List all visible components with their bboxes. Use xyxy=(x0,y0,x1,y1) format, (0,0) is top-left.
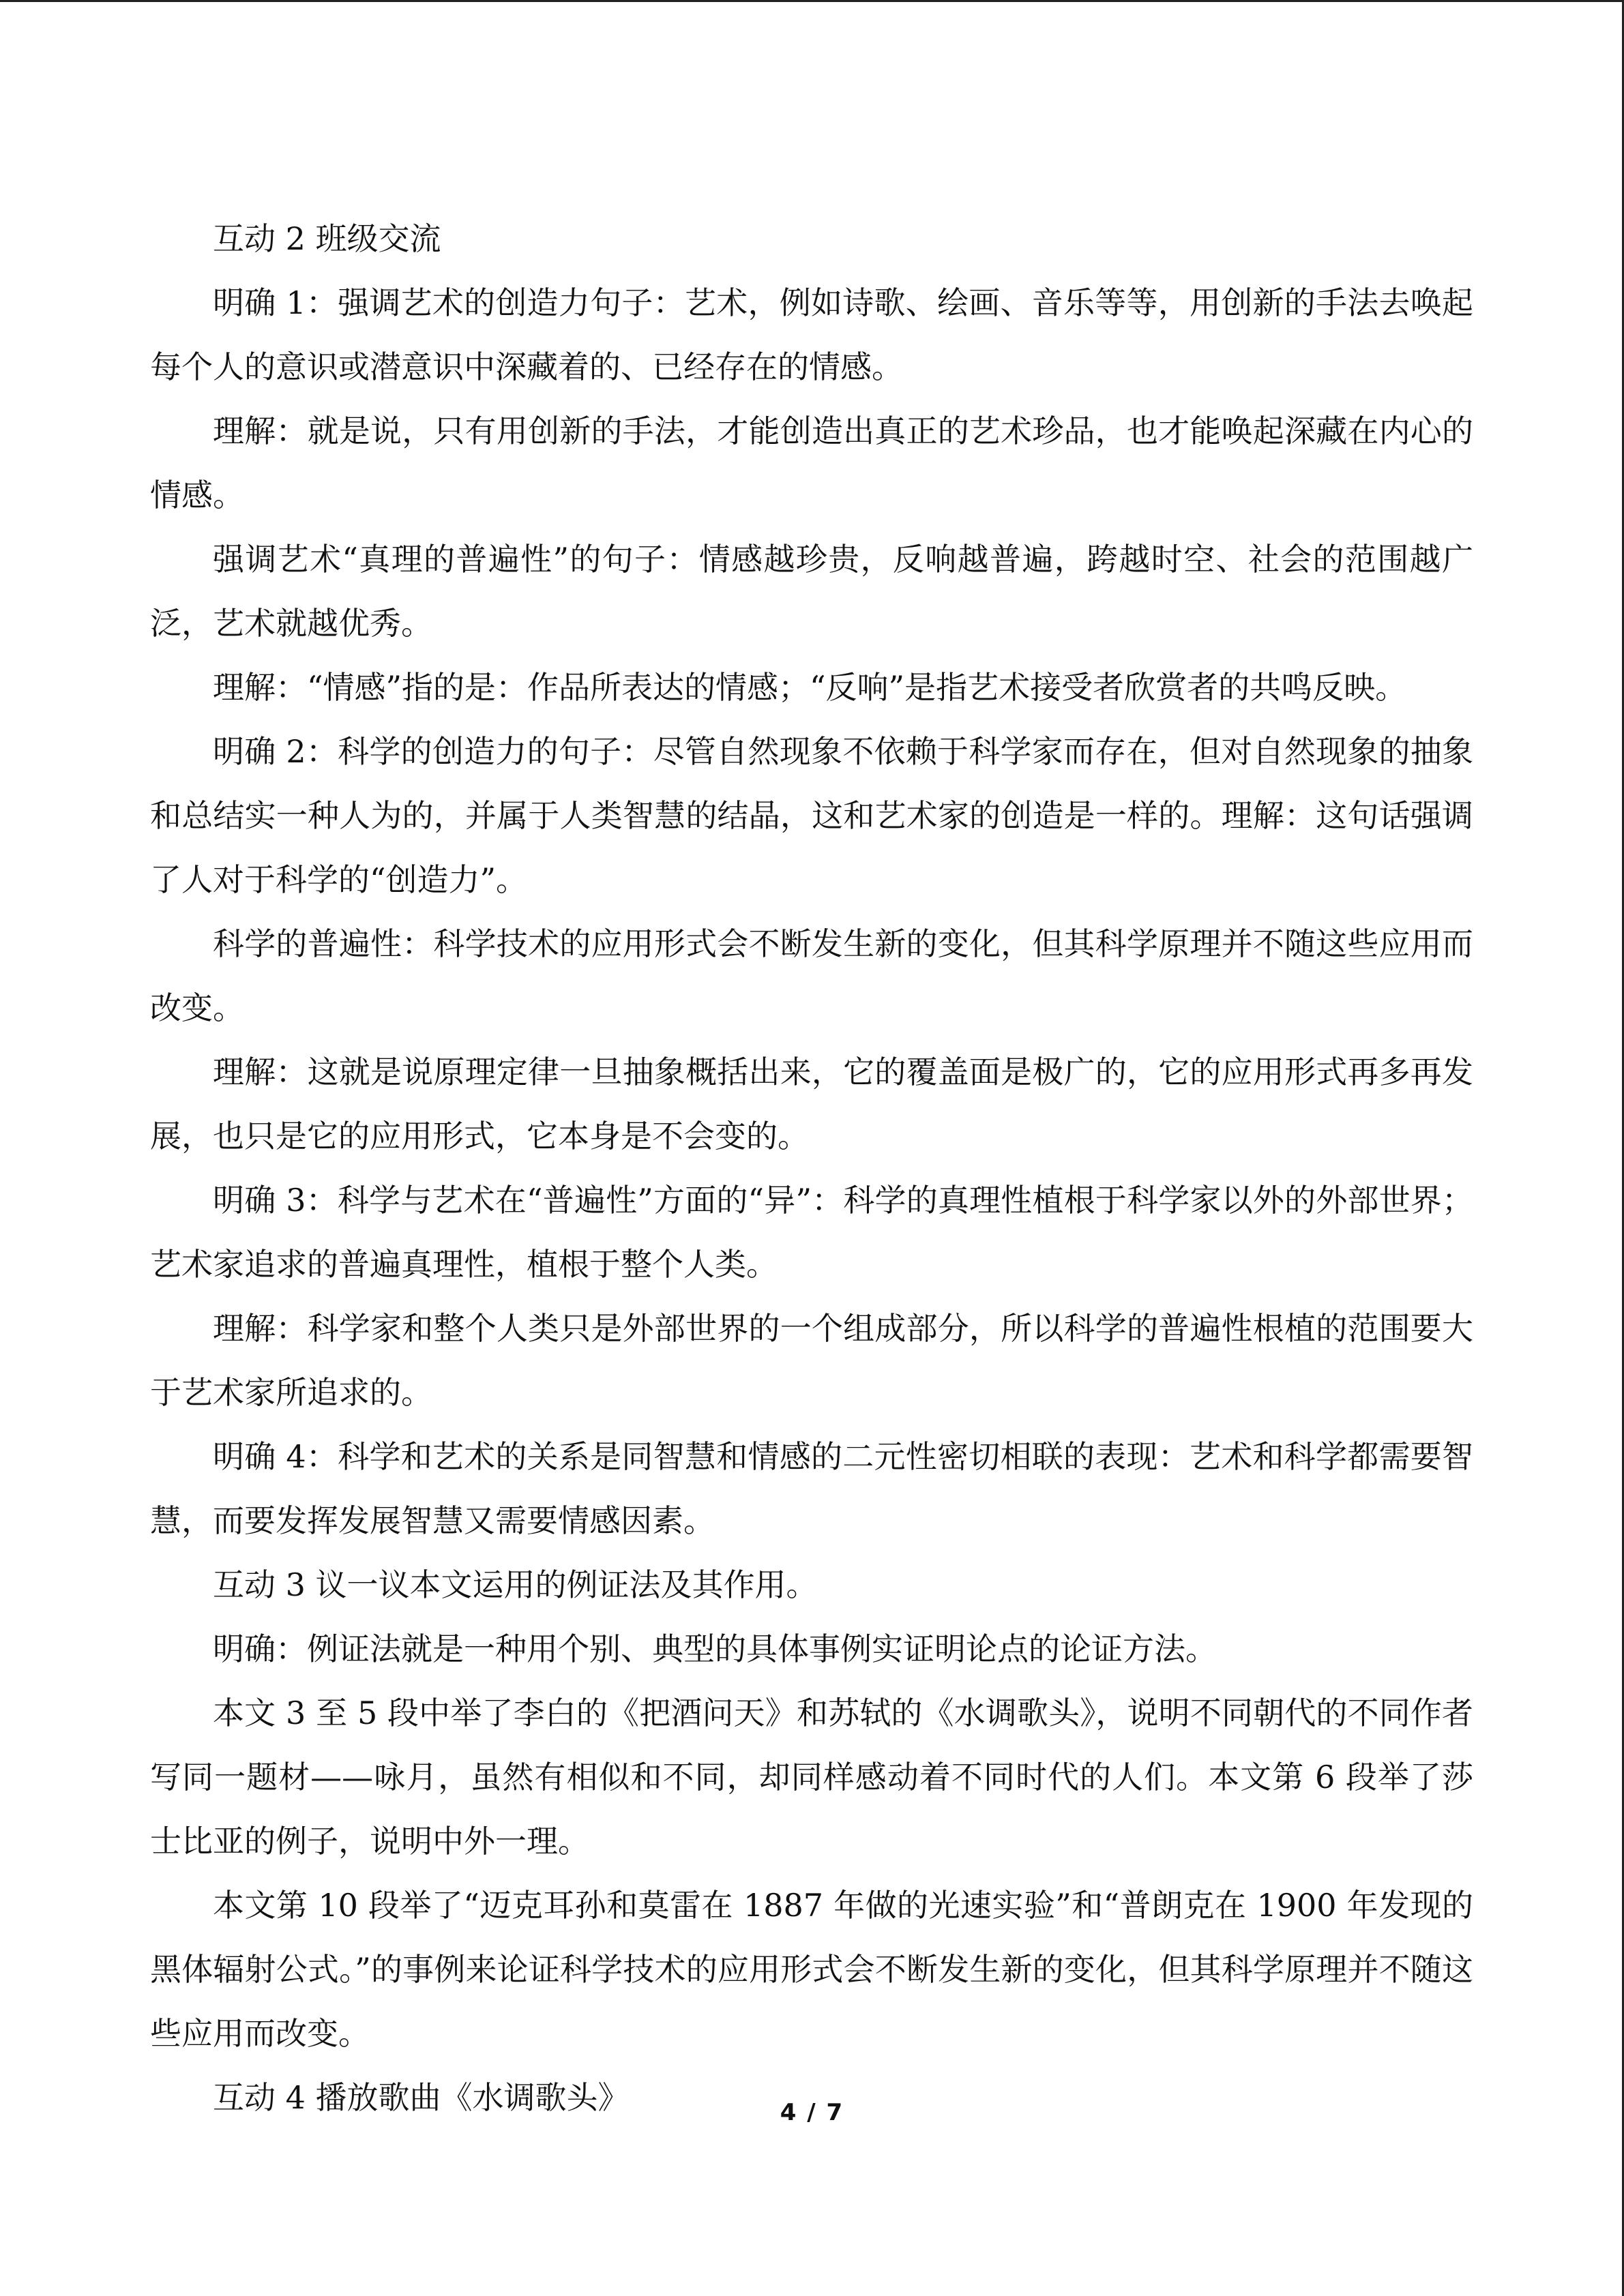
paragraph-clarify-3: 明确 3：科学与艺术在“普遍性”方面的“异”：科学的真理性植根于科学家以外的外部世界；艺术家追求的普遍真理性，植根于整个人类。 xyxy=(150,1182,1473,1283)
paragraph-understanding-3: 理解：这就是说原理定律一旦抽象概括出来，它的覆盖面是极广的，它的应用形式再多再发展，也只是它的应用形式，它本身是不会变的。 xyxy=(150,1054,1473,1154)
paragraph-interaction-4: 互动 4 播放歌曲《水调歌头》 xyxy=(213,2079,630,2116)
paragraph-example-poems: 本文 3 至 5 段中举了李白的《把酒问天》和苏轼的《水调歌头》，说明不同朝代的不同作者写同一题材——咏月，虽然有相似和不同，却同样感动着不同时代的人们。本文第 6 段举了莎士比亚的例子，说明中外一理。 xyxy=(150,1695,1473,1860)
paragraph-understanding-1: 理解：就是说，只有用创新的手法，才能创造出真正的艺术珍品，也才能唤起深藏在内心的情感。 xyxy=(150,413,1473,513)
paragraph-understanding-4: 理解：科学家和整个人类只是外部世界的一个组成部分，所以科学的普遍性根植的范围要大于艺术家所追求的。 xyxy=(150,1310,1473,1411)
paragraph-interaction-3: 互动 3 议一议本文运用的例证法及其作用。 xyxy=(213,1566,818,1603)
paragraph-art-universality: 强调艺术“真理的普遍性”的句子：情感越珍贵，反响越普遍，跨越时空、社会的范围越广泛，艺术就越优秀。 xyxy=(150,541,1473,642)
page-number: 4 / 7 xyxy=(780,2099,844,2126)
paragraph-interaction-2: 互动 2 班级交流 xyxy=(213,220,441,257)
paragraph-clarify-example: 明确：例证法就是一种用个别、典型的具体事例实证明论点的论证方法。 xyxy=(213,1630,1217,1667)
document-body xyxy=(150,207,1473,2130)
paragraph-understanding-2: 理解：“情感”指的是：作品所表达的情感；“反响”是指艺术接受者欣赏者的共鸣反映。 xyxy=(213,669,1407,706)
paragraph-clarify-1: 明确 1：强调艺术的创造力句子：艺术，例如诗歌、绘画、音乐等等，用创新的手法去唤起每个人的意识或潜意识中深藏着的、已经存在的情感。 xyxy=(150,284,1473,385)
paragraph-clarify-2: 明确 2：科学的创造力的句子：尽管自然现象不依赖于科学家而存在，但对自然现象的抽象和总结实一种人为的，并属于人类智慧的结晶，这和艺术家的创造是一样的。理解：这句话强调了人对于科学的“创造力”。 xyxy=(150,733,1473,898)
paragraph-example-physics: 本文第 10 段举了“迈克耳孙和莫雷在 1887 年做的光速实验”和“普朗克在 1900 年发现的黑体辐射公式。”的事例来论证科学技术的应用形式会不断发生新的变化，但其科学原理并不随这些应用而改变。 xyxy=(150,1887,1473,2052)
paragraph-clarify-4: 明确 4：科学和艺术的关系是同智慧和情感的二元性密切相联的表现：艺术和科学都需要智慧，而要发挥发展智慧又需要情感因素。 xyxy=(150,1438,1473,1539)
paragraph-science-universality: 科学的普遍性：科学技术的应用形式会不断发生新的变化，但其科学原理并不随这些应用而改变。 xyxy=(150,925,1473,1026)
